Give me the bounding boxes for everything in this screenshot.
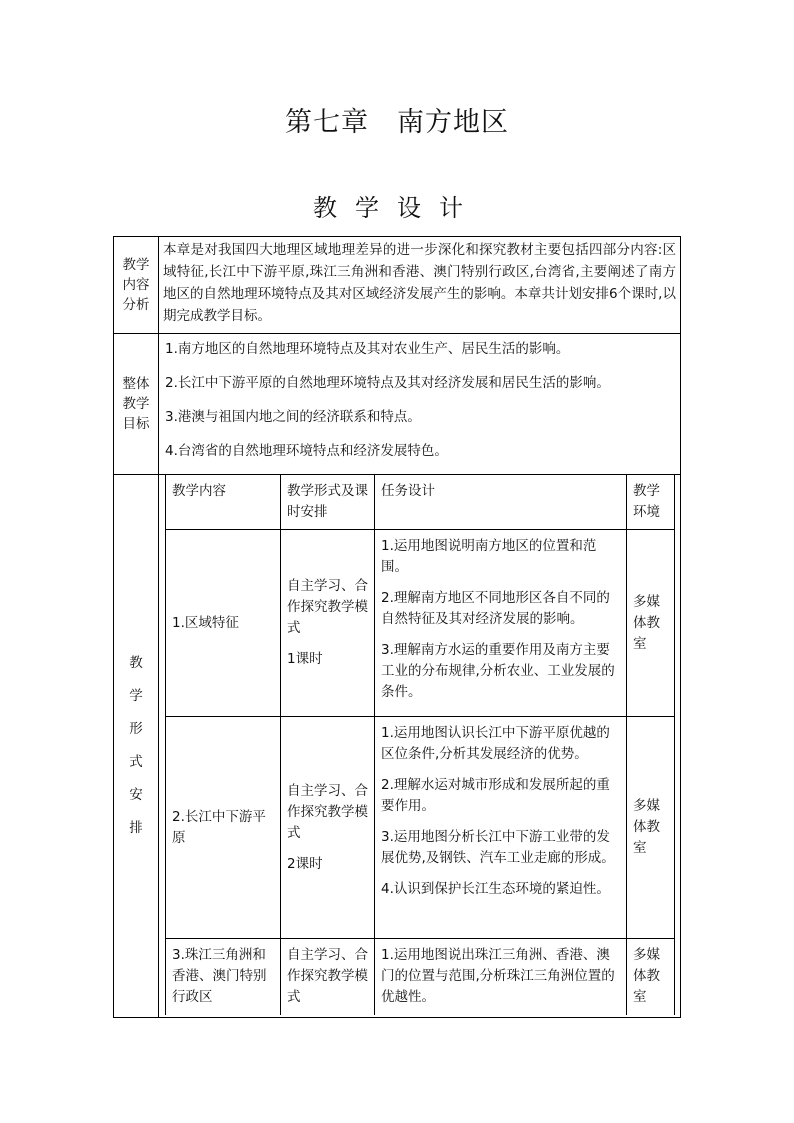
row-form-cell: [281, 717, 375, 939]
header-form: 教学形式及课时安排: [281, 475, 375, 530]
header-content: 教学内容: [166, 475, 281, 530]
arrangement-label-char: 学: [129, 688, 143, 704]
arrangement-table: [165, 475, 675, 1015]
content-analysis-label: 教学内容分析: [122, 256, 150, 313]
design-table: [113, 236, 681, 1018]
task-item: 1.运用地图说出珠江三角洲、香港、澳门的位置与范围,分析珠江三角洲位置的优越性。: [381, 947, 615, 1005]
goal-item: 1.南方地区的自然地理环境特点及其对农业生产、居民生活的影响。: [165, 341, 570, 357]
task-item: 4.认识到保护长江生态环境的紧迫性。: [381, 881, 610, 897]
row-tasks: [375, 717, 627, 939]
row-env: 多媒体教室: [627, 530, 675, 717]
goals-row: [114, 334, 681, 475]
content-analysis-label-cell: [114, 237, 159, 334]
row-content: 1.区域特征: [166, 530, 281, 717]
arrangement-header-row: [166, 475, 675, 530]
row-tasks: [375, 530, 627, 717]
arrangement-row: [114, 475, 681, 1018]
row-form: 自主学习、合作探究教学模式: [287, 947, 368, 1005]
row-env: 多媒体教室: [627, 717, 675, 939]
content-analysis-text: 本章是对我国四大地理区域地理差异的进一步深化和探究教材主要包括四部分内容:区域特征,长江中下游平原,珠江三角洲和香港、澳门特别行政区,台湾省,主要阐述了南方地区的自然地理环境特点及其对区域经济发展产生的影响。本章共计划安排6个课时,以期完成教学目标。: [159, 237, 681, 334]
task-item: 2.理解南方地区不同地形区各自不同的自然特征及其对经济发展的影响。: [381, 590, 610, 627]
row-env: 多媒体教室: [627, 939, 675, 1015]
row-form: 自主学习、合作探究教学模式: [287, 782, 368, 841]
table-row: [166, 530, 675, 717]
arrangement-label-char: 安: [129, 787, 143, 803]
table-row: [166, 717, 675, 939]
goals-list: [159, 334, 681, 475]
task-item: 2.理解水运对城市形成和发展所起的重要作用。: [381, 777, 610, 814]
goal-item: 2.长江中下游平原的自然地理环境特点及其对经济发展和居民生活的影响。: [165, 375, 610, 391]
row-tasks: [375, 939, 627, 1015]
row-form-cell: [281, 939, 375, 1015]
goal-item: 3.港澳与祖国内地之间的经济联系和特点。: [165, 409, 421, 425]
task-item: 1.运用地图认识长江中下游平原优越的区位条件,分析其发展经济的优势。: [381, 725, 610, 762]
row-hours: 1课时: [287, 651, 323, 667]
arrangement-label-char: 教: [129, 655, 143, 671]
task-item: 3.理解南方水运的重要作用及南方主要工业的分布规律,分析农业、工业发展的条件。: [381, 642, 615, 700]
task-item: 1.运用地图说明南方地区的位置和范围。: [381, 538, 597, 575]
goals-label-cell: [114, 334, 159, 475]
task-item: 3.运用地图分析长江中下游工业带的发展优势,及钢铁、汽车工业走廊的形成。: [381, 829, 615, 866]
chapter-title: 第七章 南方地区: [285, 107, 509, 138]
arrangement-label: [114, 475, 159, 1018]
row-content: 3.珠江三角洲和香港、澳门特别行政区: [166, 939, 281, 1015]
header-task: 任务设计: [375, 475, 627, 530]
row-hours: 2课时: [287, 855, 323, 872]
document-subtitle: 教学设计: [313, 194, 481, 222]
arrangement-label-char: 形: [129, 721, 143, 737]
arrangement-label-char: 排: [129, 820, 143, 836]
content-analysis-row: [114, 237, 681, 334]
row-content: 2.长江中下游平原: [166, 717, 281, 939]
header-env: 教学环境: [627, 475, 675, 530]
row-form: 自主学习、合作探究教学模式: [287, 578, 368, 636]
arrangement-cell: [159, 475, 681, 1018]
row-form-cell: [281, 530, 375, 717]
arrangement-label-char: 式: [129, 754, 143, 770]
goal-item: 4.台湾省的自然地理环境特点和经济发展特色。: [165, 443, 448, 459]
table-row: [166, 939, 675, 1015]
goals-label: 整体教学目标: [122, 375, 150, 432]
